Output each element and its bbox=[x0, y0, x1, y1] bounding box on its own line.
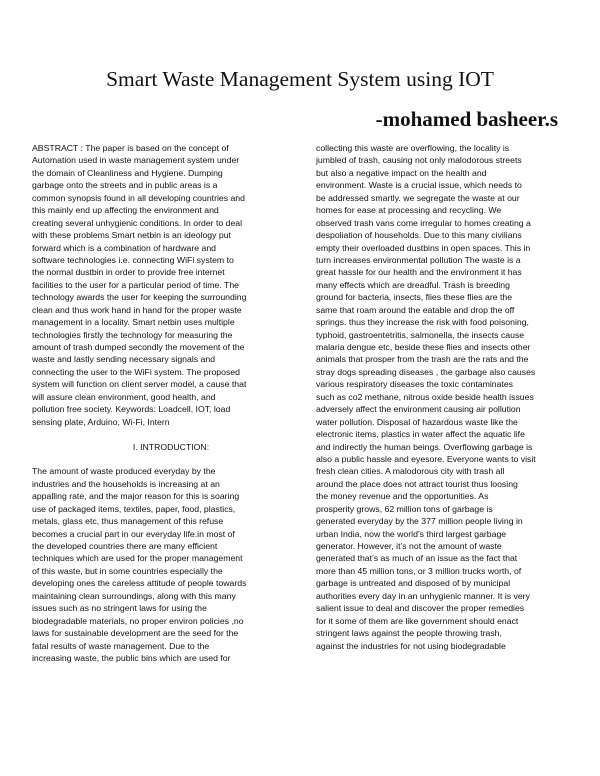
text-line: same that roam around the eatable and drop the off bbox=[316, 304, 515, 315]
introduction-paragraph-continued bbox=[316, 142, 584, 652]
text-line: laws for sustainable development are the seed for the bbox=[32, 628, 239, 639]
text-line: be addressed smartly. we segregate the waste at our bbox=[316, 192, 520, 203]
text-line: animals that prosper from the trash are the rats and the bbox=[316, 354, 529, 365]
abstract-line: technology awards the user for keeping the surrounding bbox=[32, 292, 247, 303]
text-line: becomes a crucial part in our everyday life.in most of bbox=[32, 528, 235, 539]
abstract-line: the domain of Cleanliness and Hygiene. Dumping bbox=[32, 167, 223, 178]
abstract-paragraph bbox=[32, 142, 300, 428]
text-line: around the place does not attract tourist thus loosing bbox=[316, 478, 518, 489]
text-line: fatal results of waste management. Due to the bbox=[32, 640, 210, 651]
abstract-line: sensing plate, Arduino, Wi-Fi, Intern bbox=[32, 416, 170, 427]
text-line: such as co2 methane, nitrous oxide beside health issues bbox=[316, 391, 534, 402]
text-line: of this waste, but in some countries especially the bbox=[32, 565, 223, 576]
text-line: jumbled of trash, causing not only malodorous streets bbox=[316, 155, 522, 166]
text-line: techniques which are used for the proper management bbox=[32, 553, 243, 564]
abstract-line: management in a locality. Smart netbin uses multiple bbox=[32, 317, 235, 328]
text-line: prosperity grows, 62 million tons of garbage is bbox=[316, 503, 493, 514]
text-line: stringent laws against the people throwing trash, bbox=[316, 628, 502, 639]
introduction-paragraph bbox=[32, 465, 300, 664]
text-line: against the industries for not using biodegradable bbox=[316, 640, 506, 651]
text-line: fresh clean cities. A malodorous city with trash all bbox=[316, 466, 505, 477]
text-line: malaria dengue etc, beside these flies and insects other bbox=[316, 342, 531, 352]
text-line: appalling rate, and the major reason for this is soaring bbox=[32, 491, 240, 502]
text-line: issues such as no stringent laws for using the bbox=[32, 603, 207, 614]
abstract-line: forward which is a combination of hardware and bbox=[32, 242, 216, 253]
text-line: turn increases environmental pollution The waste is a bbox=[316, 254, 521, 265]
abstract-line: this mainly end up affecting the environment and bbox=[32, 205, 219, 216]
text-line: ground for bacteria, insects, flies these flies are the bbox=[316, 292, 513, 303]
abstract-line: garbage onto the streets and in public areas is a bbox=[32, 180, 218, 191]
text-line: for it some of them are like government should enact bbox=[316, 615, 519, 626]
right-column bbox=[316, 142, 584, 652]
text-line: springs. thus they increase the risk with food poisoning, bbox=[316, 317, 529, 328]
text-line: authorities every day in an unhygienic manner. It is very bbox=[316, 590, 530, 601]
text-line: collecting this waste are overflowing, the locality is bbox=[316, 143, 510, 153]
abstract-line: software technologies i.e. connecting WiFi system to bbox=[32, 254, 234, 265]
abstract-line: amount of trash dumped secondly the movement of the bbox=[32, 342, 245, 352]
text-line: use of packaged items, textiles, paper, food, plastics, bbox=[32, 503, 236, 514]
text-line: biodegradable materials, no proper environ policies ,no bbox=[32, 615, 244, 626]
text-line: many effects which are dreadful. Trash is breeding bbox=[316, 279, 510, 290]
text-line: the developed countries there are many efficient bbox=[32, 541, 218, 551]
text-line: the money revenue and the opportunities. As bbox=[316, 491, 489, 502]
text-line: increasing waste, the public bins which are used for bbox=[32, 652, 231, 663]
text-line: observed trash vans come irregular to homes creating a bbox=[316, 217, 531, 228]
text-line: despoliation of households. Due to this many civilians bbox=[316, 230, 522, 241]
abstract-line: connecting the user to the WiFi system. The proposed bbox=[32, 366, 240, 377]
text-line: The amount of waste produced everyday by the bbox=[32, 466, 216, 477]
text-line: adversely affect the environment causing air pollution bbox=[316, 404, 521, 415]
section-heading-introduction: I. INTRODUCTION: bbox=[132, 441, 210, 452]
text-line: maintaining clean surroundings, along with this many bbox=[32, 590, 236, 601]
text-line: also a public hassle and eyesore. Everyone wants to visit bbox=[316, 453, 536, 464]
text-line: generated everyday by the 377 million people living in bbox=[316, 516, 523, 527]
abstract-line: clean and thus work hand in hand for the proper waste bbox=[32, 304, 242, 315]
abstract-line: technologies firstly the technology for measuring the bbox=[32, 329, 233, 340]
text-line: stray dogs spreading diseases , the garbage also causes bbox=[316, 366, 536, 377]
text-line: typhoid, gastroentetritis, salmonella, the insects cause bbox=[316, 329, 525, 340]
abstract-line: facilities to the user for a particular period of time. The bbox=[32, 279, 239, 290]
text-line: great hassle for our health and the environment it has bbox=[316, 267, 522, 278]
text-line: garbage is untreated and disposed of by municipal bbox=[316, 578, 511, 589]
text-line: environment. Waste is a crucial issue, which needs to bbox=[316, 180, 522, 191]
abstract-line: with these problems Smart netbin is an ideology put bbox=[32, 230, 231, 241]
abstract-line: common synopsis found in all developing countries and bbox=[32, 192, 245, 203]
text-line: electronic items, plastics in water affect the aquatic life bbox=[316, 429, 525, 440]
text-line: various respiratory diseases the toxic contaminates bbox=[316, 379, 514, 390]
text-line: water pollution. Disposal of hazardous waste like the bbox=[316, 416, 518, 427]
abstract-line: waste and lastly sending necessary signals and bbox=[32, 354, 216, 365]
abstract-line: the normal dustbin in order to provide free internet bbox=[32, 267, 225, 278]
spacer bbox=[32, 453, 300, 465]
text-line: urban India, now the world’s third largest garbage bbox=[316, 528, 507, 539]
text-line: generator. However, it’s not the amount of waste bbox=[316, 541, 502, 551]
abstract-line: pollution free society. Keywords: Loadcell, IOT, load bbox=[32, 404, 231, 415]
text-line: industries and the households is increasing at an bbox=[32, 478, 220, 489]
spacer bbox=[32, 428, 300, 440]
text-line: developing ones the careless attitude of people towards bbox=[32, 578, 247, 589]
text-line: generated that’s as much of an issue as the fact that bbox=[316, 553, 518, 564]
abstract-line: system will function on client server model, a cause that bbox=[32, 379, 247, 390]
abstract-line: creating several unhygienic conditions. In order to deal bbox=[32, 217, 243, 228]
text-line: empty their overloaded dustbins in open spaces. This in bbox=[316, 242, 531, 253]
left-column bbox=[32, 142, 300, 664]
abstract-line: Automation used in waste management system under bbox=[32, 155, 240, 166]
paper-title: Smart Waste Management System using IOT bbox=[106, 67, 494, 91]
abstract-line: ABSTRACT : The paper is based on the concept of bbox=[32, 143, 229, 153]
text-line: metals, glass etc, thus management of this refuse bbox=[32, 516, 224, 527]
text-line: salient issue to deal and discover the proper remedies bbox=[316, 603, 525, 614]
text-line: but also a negative impact on the health and bbox=[316, 167, 487, 178]
text-line: and indirectly the human beings. Overflowing garbage is bbox=[316, 441, 533, 452]
text-line: more than 45 million tons, or 3 million trucks worth, of bbox=[316, 565, 522, 576]
text-line: homes for ease at processing and recycling. We bbox=[316, 205, 502, 216]
abstract-line: will assure clean environment, good health, and bbox=[32, 391, 216, 402]
author-name: -mohamed basheer.s bbox=[375, 107, 558, 131]
